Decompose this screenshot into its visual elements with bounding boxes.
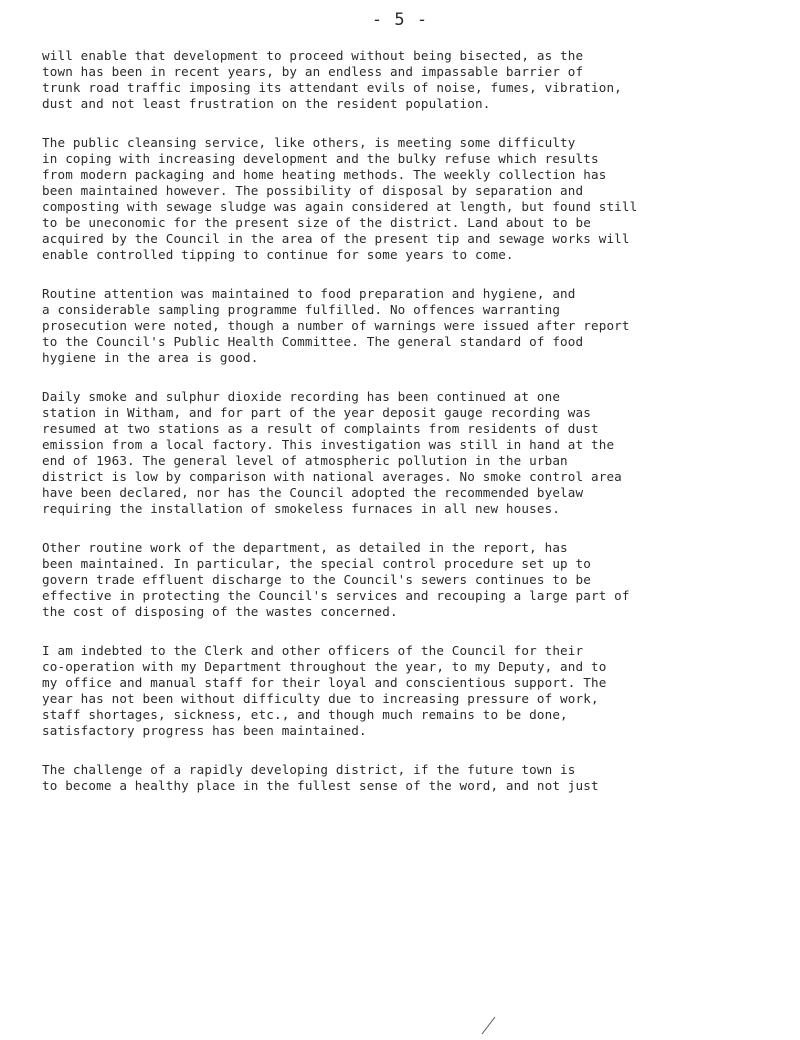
paragraph-town-development: will enable that development to proceed without being bisected, as the town has been in recent years, by an endless and impassable barrier of trunk road traffic imposing its attendant evils of noise, fumes, vibration, dust and not least frustration on the resident population. — [42, 48, 622, 111]
page-number: - 5 - — [371, 10, 429, 30]
paragraph-atmospheric-pollution: Daily smoke and sulphur dioxide recording has been continued at one station in Witham, and for part of the year deposit gauge recording was resumed at two stations as a result of complaints from residents of dust emission from a local factory. This investigation was still in hand at the end of 1963. The general level of atmospheric pollution in the urban district is low by comparison with national averages. No smoke control area have been declared, nor has the Council adopted the recommended byelaw requiring the installation of smokeless furnaces in all new houses. — [42, 389, 622, 516]
stray-pen-mark — [480, 1015, 498, 1035]
paragraph-food-hygiene: Routine attention was maintained to food preparation and hygiene, and a considerable sampling programme fulfilled. No offences warranting prosecution were noted, though a number of warnings were issued after report to the Council's Public Health Committee. The general standard of food hygiene in the area is good. — [42, 286, 630, 365]
body-text — [42, 48, 777, 817]
paragraph-public-cleansing: The public cleansing service, like others, is meeting some difficulty in coping with increasing development and the bulky refuse which results from modern packaging and home heating methods. The weekly collection has been maintained however. The possibility of disposal by separation and composting with sewage sludge was again considered at length, but found still to be uneconomic for the present size of the district. Land about to be acquired by the Council in the area of the present tip and sewage works will enable controlled tipping to continue for some years to come. — [42, 135, 638, 262]
paragraph-acknowledgements: I am indebted to the Clerk and other officers of the Council for their co-operation with my Department throughout the year, to my Deputy, and to my office and manual staff for their loyal and conscientious support. The year has not been without difficulty due to increasing pressure of work, staff shortages, sickness, etc., and though much remains to be done, satisfactory progress has been maintained. — [42, 643, 607, 738]
paragraph-challenge: The challenge of a rapidly developing district, if the future town is to become a healthy place in the fullest sense of the word, and not just — [42, 762, 599, 793]
paragraph-routine-work: Other routine work of the department, as detailed in the report, has been maintained. In particular, the special control procedure set up to govern trade effluent discharge to the Council's sewers continues to be effective in protecting the Council's services and recouping a large part of the cost of disposing of the wastes concerned. — [42, 540, 630, 619]
